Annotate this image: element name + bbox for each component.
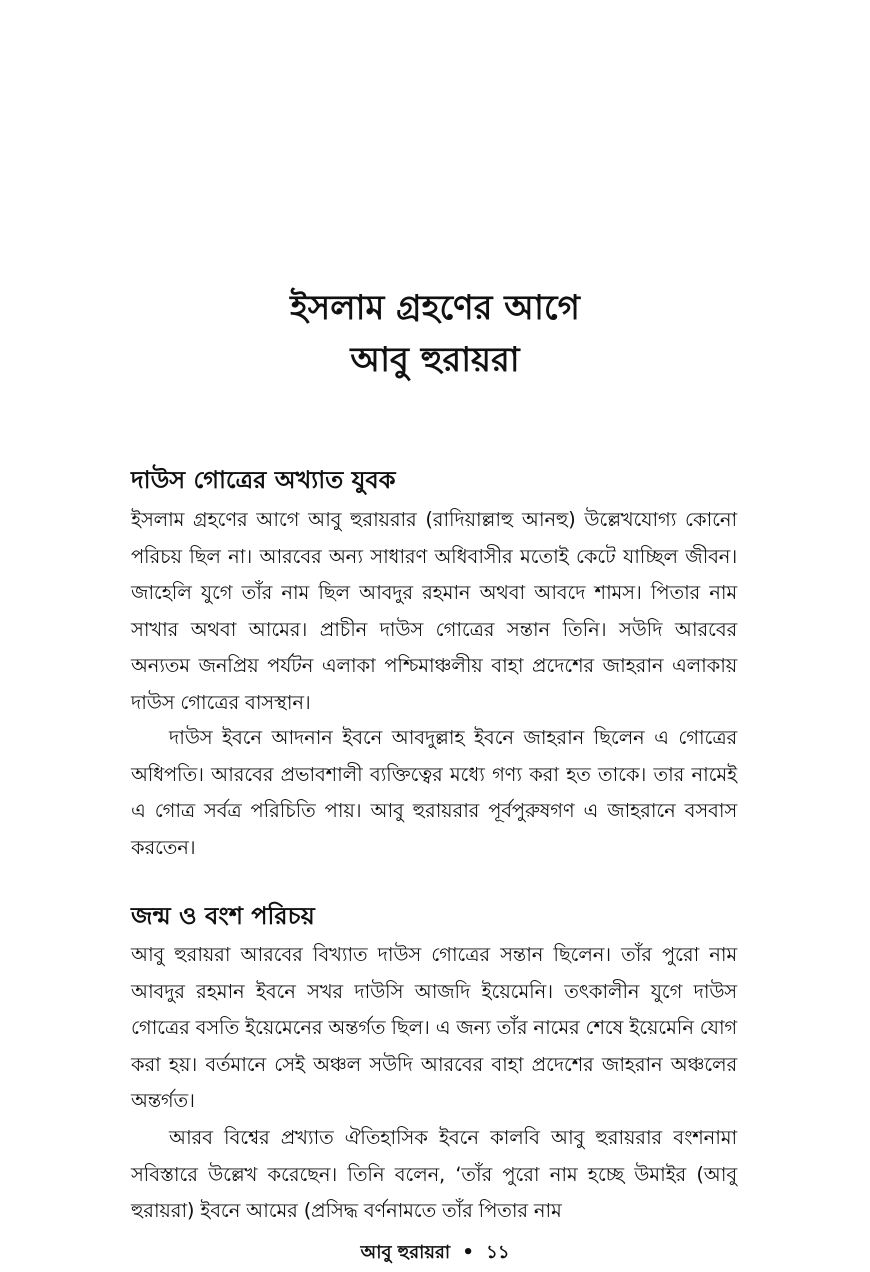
body-paragraph: আরব বিশ্বের প্রখ্যাত ঐতিহাসিক ইবনে কালবি আবু হুরায়রার বংশনামা সবিস্তারে উল্লেখ করেছেন। তিনি বলেন, ‘তাঁর পুরো নাম হচ্ছে উমাইর (আবু হুরায়রা) ইবনে আমের (প্রসিদ্ধ বর্ণনামতে তাঁর পিতার নাম <box>131 1126 737 1223</box>
section-heading: জন্ম ও বংশ পরিচয় <box>131 902 315 930</box>
page-footer <box>0 1238 870 1269</box>
footer-separator: • <box>462 1242 474 1263</box>
chapter-title-line-1: ইসলাম গ্রহণের আগে <box>290 288 580 328</box>
section-heading: দাউস গোত্রের অখ্যাত যুবক <box>131 466 396 494</box>
body-paragraph: ইসলাম গ্রহণের আগে আবু হুরায়রার (রাদিয়াল্লাহু আনহু) উল্লেখযোগ্য কোনো পরিচয় ছিল না। আরবের অন্য সাধারণ অধিবাসীর মতোই কেটে যাচ্ছিল জীবন। জাহেলি যুগে তাঁর নাম ছিল আবদুর রহমান অথবা আবদে শামস। পিতার নাম সাখার অথবা আমের। প্রাচীন দাউস গোত্রের সন্তান তিনি। সউদি আরবের অন্যতম জনপ্রিয় পর্যটন এলাকা পশ্চিমাঞ্চলীয় বাহা প্রদেশের জাহরান এলাকায় দাউস গোত্রের বাসস্থান। <box>131 508 737 714</box>
body-paragraph: দাউস ইবনে আদনান ইবনে আবদুল্লাহ ইবনে জাহরান ছিলেন এ গোত্রের অধিপতি। আরবের প্রভাবশালী ব্যক্তিত্বের মধ্যে গণ্য করা হত তাকে। তার নামেই এ গোত্র সর্বত্র পরিচিতি পায়। আবু হুরায়রার পূর্বপুরুষগণ এ জাহরানে বসবাস করতেন। <box>131 726 737 859</box>
footer-book-title: আবু হুরায়রা <box>360 1242 451 1263</box>
chapter-title <box>0 282 870 386</box>
chapter-title-line-2: আবু হুরায়রা <box>350 340 520 380</box>
body-paragraph: আবু হুরায়রা আরবের বিখ্যাত দাউস গোত্রের সন্তান ছিলেন। তাঁর পুরো নাম আবদুর রহমান ইবনে সখর দাউসি আজদি ইয়েমেনি। তৎকালীন যুগে দাউস গোত্রের বসতি ইয়েমেনের অন্তর্গত ছিল। এ জন্য তাঁর নামের শেষে ইয়েমেনি যোগ করা হয়। বর্তমানে সেই অঞ্চল সউদি আরবের বাহা প্রদেশের জাহরান অঞ্চলের অন্তর্গত। <box>131 943 737 1113</box>
page-number: ১১ <box>486 1242 510 1263</box>
